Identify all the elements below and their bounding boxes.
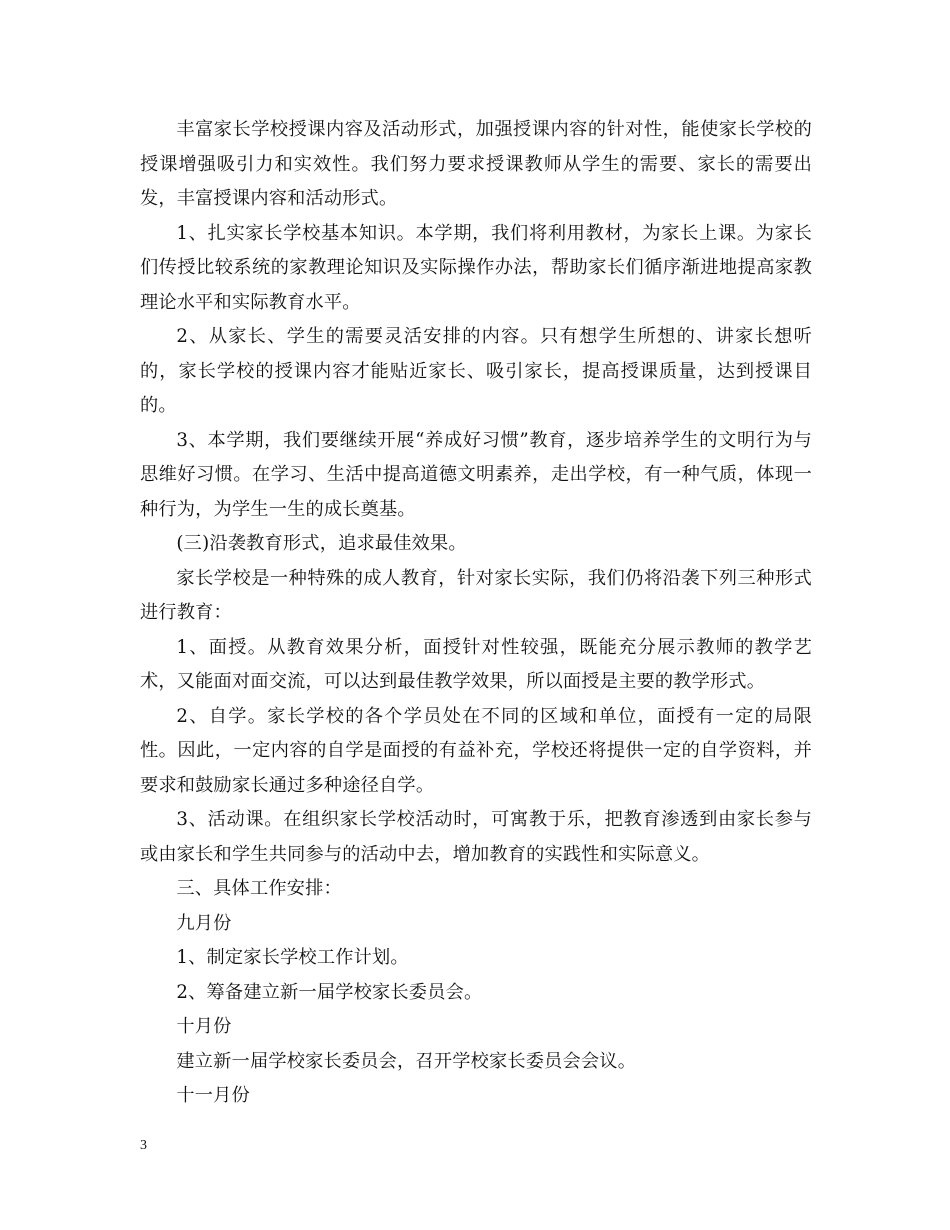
list-item: 2、筹备建立新一届学校家长委员会。 [176, 981, 483, 1003]
list-item: 1、制定家长学校工作计划。 [176, 947, 409, 968]
paragraph: 家长学校是一种特殊的成人教育，针对家长实际，我们仍将沿袭下列三种形式进行教育： [140, 567, 812, 623]
month-heading: 十月份 [176, 1016, 232, 1037]
document-body [140, 113, 812, 1114]
paragraph: 3、活动课。在组织家长学校活动时，可寓教于乐，把教育渗透到由家长参与或由家长和学生共同参与的活动中去，增加教育的实践性和实际意义。 [140, 809, 812, 865]
month-heading: 九月份 [176, 912, 232, 934]
paragraph: 2、自学。家长学校的各个学员处在不同的区域和单位，面授有一定的局限性。因此，一定内容的自学是面授的有益补充，学校还将提供一定的自学资料，并要求和鼓励家长通过多种途径自学。 [140, 705, 812, 796]
month-heading: 十一月份 [176, 1085, 250, 1106]
list-item: 建立新一届学校家长委员会，召开学校家长委员会会议。 [176, 1050, 637, 1072]
paragraph: 1、扎实家长学校基本知识。本学期，我们将利用教材，为家长上课。为家长们传授比较系统的家教理论知识及实际操作办法，帮助家长们循序渐进地提高家教理论水平和实际教育水平。 [140, 222, 812, 313]
paragraph: 1、面授。从教育效果分析，面授针对性较强，既能充分展示教师的教学艺术，又能面对面交流，可以达到最佳教学效果，所以面授是主要的教学形式。 [140, 636, 812, 692]
page-number: 3 [140, 1138, 147, 1153]
paragraph: 2、从家长、学生的需要灵活安排的内容。只有想学生所想的、讲家长想听的，家长学校的授课内容才能贴近家长、吸引家长，提高授课质量，达到授课目的。 [140, 326, 812, 416]
paragraph: 丰富家长学校授课内容及活动形式，加强授课内容的针对性，能使家长学校的授课增强吸引力和实效性。我们努力要求授课教师从学生的需要、家长的需要出发，丰富授课内容和活动形式。 [140, 119, 812, 209]
section-heading: 三、具体工作安排： [176, 878, 342, 899]
paragraph: 3、本学期，我们要继续开展“养成好习惯”教育，逐步培养学生的文明行为与思维好习惯。在学习、生活中提高道德文明素养，走出学校，有一种气质，体现一种行为，为学生一生的成长奠基。 [140, 429, 812, 520]
section-heading: (三)沿袭教育形式，追求最佳效果。 [176, 533, 467, 554]
